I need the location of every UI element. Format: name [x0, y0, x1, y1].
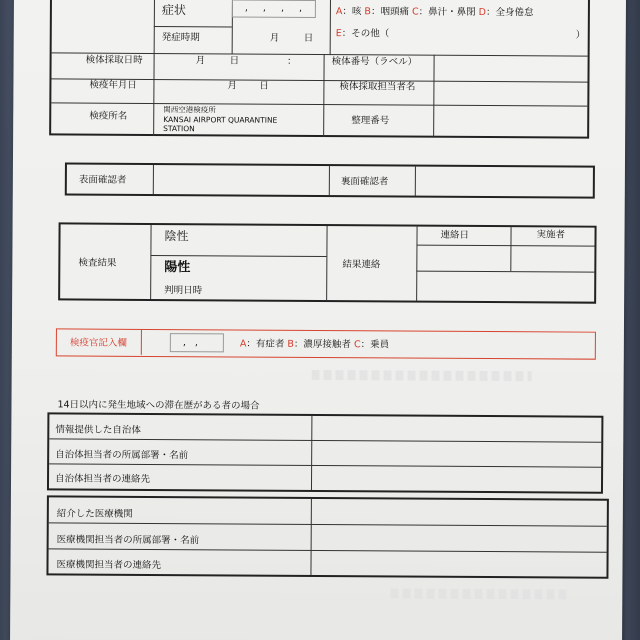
front-checker-field[interactable] — [153, 165, 327, 195]
inspector-a-text: ：有症者 — [246, 338, 285, 350]
back-checker-field[interactable] — [415, 167, 591, 197]
inspector-b-letter: B — [287, 338, 294, 350]
quarantine-station-name-jp: 関西空港検疫所 — [163, 105, 216, 115]
symptom-code-field[interactable] — [232, 0, 316, 18]
onset-day: 日 — [303, 32, 314, 44]
inspector-entry-label: 検疫官記入欄 — [69, 337, 127, 349]
reference-number-label: 整理番号 — [351, 115, 390, 127]
option-d-letter: D — [478, 6, 487, 19]
inspector-code-field[interactable] — [170, 333, 224, 352]
inspector-code-value: , , — [182, 337, 201, 349]
stay-history-heading: 14日以内に発生地域への滞在歴がある者の場合 — [57, 399, 260, 412]
specimen-collector-label: 検体採取担当者名 — [339, 81, 416, 93]
quarantine-form-sheet — [10, 0, 626, 640]
medical-value-field[interactable] — [311, 526, 603, 551]
inspector-a-letter: A — [239, 338, 247, 350]
option-b-letter: B — [364, 6, 372, 18]
municipality-value-field[interactable] — [311, 466, 597, 490]
positive-option[interactable]: 陽性 — [164, 260, 191, 276]
medical-value-field[interactable] — [310, 552, 602, 577]
quarantine-date-label: 検疫年月日 — [89, 79, 137, 91]
top-form-table — [49, 0, 590, 139]
back-checker-label: 裏面確認者 — [340, 176, 389, 188]
symptom-label: 症状 — [161, 3, 186, 18]
inspector-c-letter: C — [353, 339, 361, 351]
onset-label: 発症時期 — [161, 32, 200, 44]
municipality-row-label: 自治体担当者の所属部署・名前 — [55, 449, 189, 462]
result-date-label: 判明日時 — [164, 285, 203, 297]
option-b-text: ：咽頭痛 — [370, 6, 410, 18]
show-through-text — [312, 370, 532, 381]
quarantine-station-label: 検疫所名 — [89, 110, 128, 122]
option-a-text: ：咳 — [342, 6, 362, 18]
quarantine-station-name-en-2: STATION — [163, 124, 195, 134]
contact-date-header: 連絡日 — [440, 229, 470, 241]
specimen-date-month: 月 — [195, 55, 206, 67]
medical-row-label: 紹介した医療機関 — [56, 508, 133, 520]
test-result-table — [58, 222, 596, 303]
symptom-option-e — [336, 27, 390, 41]
specimen-number-label: 検体番号（ラベル） — [331, 56, 418, 68]
option-c-text: ：鼻汁・鼻閉 — [418, 6, 476, 18]
municipality-value-field[interactable] — [311, 442, 597, 466]
specimen-date-label: 検体採取日時 — [85, 54, 143, 66]
negative-option[interactable]: 陰性 — [164, 229, 189, 244]
municipality-row-label: 情報提供した自治体 — [55, 424, 141, 436]
inspector-options — [240, 338, 389, 353]
medical-row-label: 医療機関担当者の所属部署・名前 — [56, 534, 200, 547]
symptom-option-a — [336, 5, 534, 20]
option-c-letter: C — [411, 6, 419, 18]
inspector-c-text: ：乗員 — [360, 339, 390, 351]
show-through-text — [390, 588, 570, 599]
inspector-b-text: ：濃厚接触者 — [293, 338, 351, 351]
result-contact-label: 結果連絡 — [342, 259, 381, 271]
option-a-letter: A — [335, 6, 343, 18]
executor-header: 実施者 — [536, 229, 566, 241]
option-e-text: ：その他（ — [341, 28, 390, 40]
quarantine-station-name-en-1: KANSAI AIRPORT QUARANTINE — [163, 115, 278, 125]
option-e-close-paren: ） — [575, 29, 586, 41]
municipality-row-label: 自治体担当者の連絡先 — [54, 473, 151, 485]
option-d-text: ：全身倦怠 — [485, 7, 534, 19]
option-e-letter: E — [335, 28, 342, 40]
municipality-value-field[interactable] — [311, 418, 597, 442]
medical-row-label: 医療機関担当者の連絡先 — [56, 559, 162, 572]
specimen-date-day: 日 — [229, 55, 240, 67]
specimen-time-colon: : — [287, 55, 291, 67]
test-result-label: 検査結果 — [78, 257, 117, 269]
onset-month: 月 — [269, 32, 280, 44]
quarantine-date-day: 日 — [259, 80, 269, 92]
front-checker-label: 表面確認者 — [78, 174, 127, 186]
quarantine-date-month: 月 — [227, 80, 237, 92]
medical-value-field[interactable] — [311, 500, 603, 525]
symptom-code-value: , , , , — [244, 2, 309, 14]
